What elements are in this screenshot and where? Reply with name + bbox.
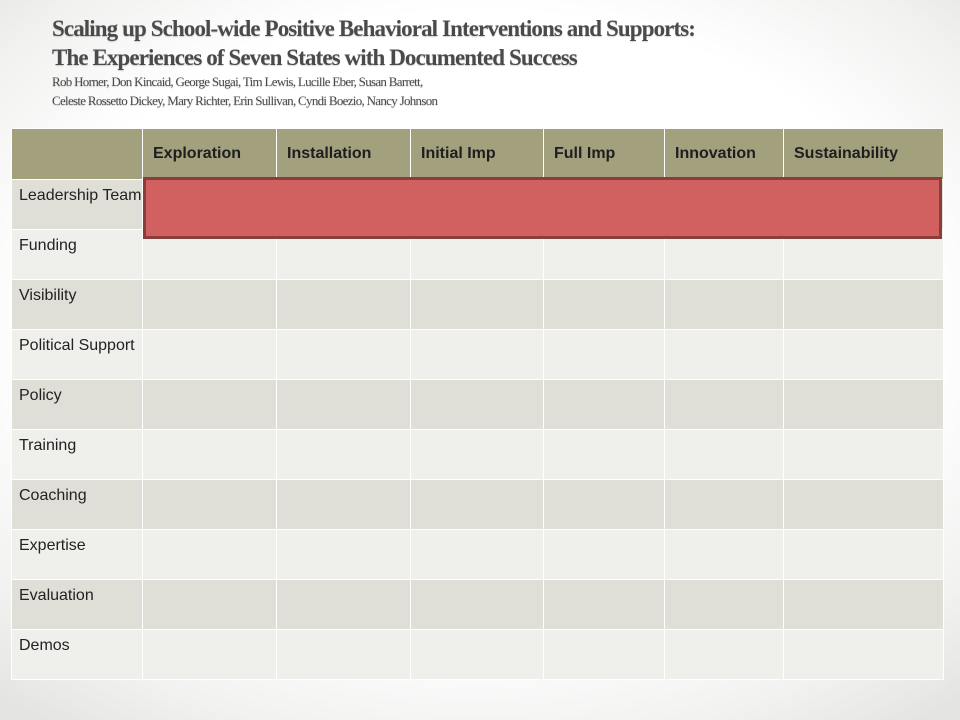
column-header-full-imp: Full Imp (544, 129, 665, 180)
table-cell (143, 430, 277, 480)
slide-title-block (52, 14, 932, 110)
table-cell (784, 530, 944, 580)
table-cell (277, 630, 411, 680)
table-cell (784, 430, 944, 480)
row-label-policy: Policy (12, 380, 143, 430)
table-row-policy (12, 380, 944, 430)
table-cell (665, 580, 784, 630)
slide-authors-line-2: Celeste Rossetto Dickey, Mary Richter, Erin Sullivan, Cyndi Boezio, Nancy Johnson (52, 93, 438, 108)
table-cell (665, 280, 784, 330)
slide-authors-line-1: Rob Horner, Don Kincaid, George Sugai, Tim Lewis, Lucille Eber, Susan Barrett, (52, 74, 423, 89)
table-corner-cell (12, 129, 143, 180)
column-header-exploration: Exploration (143, 129, 277, 180)
table-cell (544, 630, 665, 680)
row-label-training: Training (12, 430, 143, 480)
table-cell (411, 480, 544, 530)
table-cell (411, 630, 544, 680)
table-cell (665, 630, 784, 680)
table-cell (784, 330, 944, 380)
table-cell (411, 280, 544, 330)
table-header-row (12, 129, 944, 180)
table-cell (277, 480, 411, 530)
table-cell (277, 330, 411, 380)
table-row-demos (12, 630, 944, 680)
table-cell (544, 380, 665, 430)
table-cell (544, 580, 665, 630)
table-cell (544, 480, 665, 530)
table-cell (544, 280, 665, 330)
row-label-demos: Demos (12, 630, 143, 680)
column-header-installation: Installation (277, 129, 411, 180)
table-cell (784, 480, 944, 530)
row-label-leadership-team: Leadership Team (12, 180, 143, 230)
table-row-political-support (12, 330, 944, 380)
table-cell (277, 380, 411, 430)
slide-title-line-2: The Experiences of Seven States with Documented Success (52, 45, 577, 70)
row-label-evaluation: Evaluation (12, 580, 143, 630)
table-cell (277, 430, 411, 480)
table-cell (784, 580, 944, 630)
row-label-coaching: Coaching (12, 480, 143, 530)
table-cell (784, 280, 944, 330)
table-cell (143, 280, 277, 330)
table-cell (544, 430, 665, 480)
table-cell (411, 430, 544, 480)
table-row-training (12, 430, 944, 480)
table-cell (277, 280, 411, 330)
table-cell (143, 330, 277, 380)
table-cell (544, 530, 665, 580)
table-cell (411, 580, 544, 630)
table-cell (665, 380, 784, 430)
table-cell (784, 380, 944, 430)
table-cell (143, 580, 277, 630)
row-label-expertise: Expertise (12, 530, 143, 580)
table-row-expertise (12, 530, 944, 580)
slide-title-line-1: Scaling up School-wide Positive Behavioral Interventions and Supports: (52, 16, 696, 41)
table-cell (411, 530, 544, 580)
table-row-coaching (12, 480, 944, 530)
row-label-funding: Funding (12, 230, 143, 280)
table-cell (143, 630, 277, 680)
table-cell (411, 380, 544, 430)
table-row-visibility (12, 280, 944, 330)
column-header-innovation: Innovation (665, 129, 784, 180)
column-header-sustainability: Sustainability (784, 129, 944, 180)
row-label-political-support: Political Support (12, 330, 143, 380)
table-cell (277, 530, 411, 580)
table-cell (784, 630, 944, 680)
table-cell (665, 530, 784, 580)
table-cell (665, 480, 784, 530)
table-cell (277, 580, 411, 630)
table-cell (411, 330, 544, 380)
table-cell (143, 530, 277, 580)
table-cell (143, 380, 277, 430)
table-cell (143, 480, 277, 530)
column-header-initial-imp: Initial Imp (411, 129, 544, 180)
row-label-visibility: Visibility (12, 280, 143, 330)
leadership-team-highlight-bar (143, 177, 942, 239)
table-row-evaluation (12, 580, 944, 630)
table-cell (665, 430, 784, 480)
table-cell (665, 330, 784, 380)
table-cell (544, 330, 665, 380)
